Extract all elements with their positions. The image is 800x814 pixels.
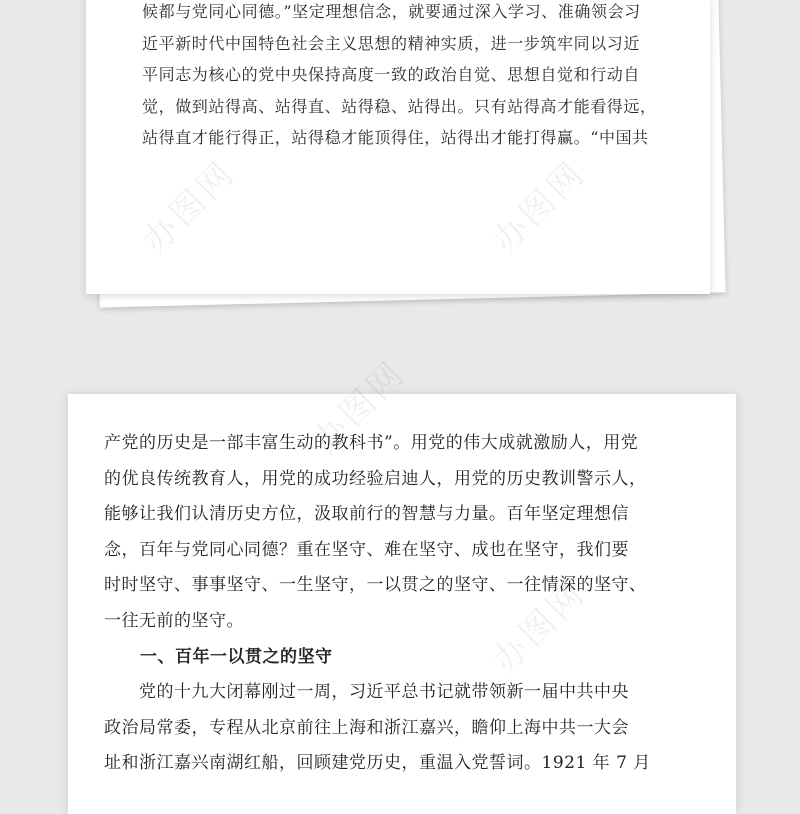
text-line: 址和浙江嘉兴南湖红船，回顾建党历史，重温入党誓词。1921 年 7 月 <box>104 753 651 774</box>
text-line: 的优良传统教育人，用党的成功经验启迪人，用党的历史教训警示人， <box>104 468 647 489</box>
bottom-page-text <box>104 426 700 782</box>
text-line: 产党的历史是一部丰富生动的教科书”。用党的伟大成就激励人，用党 <box>104 433 639 453</box>
text-line: 能够让我们认清历史方位，汲取前行的智慧与力量。百年坚定理想信 <box>104 504 629 525</box>
text-line: 近平新时代中国特色社会主义思想的精神实质，进一步筑牢同以习近 <box>142 33 641 53</box>
top-page-text <box>142 0 662 154</box>
section-heading: 一、百年一以贯之的坚守 <box>140 646 333 667</box>
text-line: 时时坚守、事事坚守、一生坚守，一以贯之的坚守、一往情深的坚守、 <box>104 575 647 596</box>
text-line: 党的十九大闭幕刚过一周，习近平总书记就带领新一届中共中央 <box>104 682 629 703</box>
text-line: 念，百年与党同心同德？重在坚守、难在坚守、成也在坚守，我们要 <box>104 539 629 560</box>
text-line: 政治局常委，专程从北京前往上海和浙江嘉兴，瞻仰上海中共一大会 <box>104 717 629 738</box>
text-line: 平同志为核心的党中央保持高度一致的政治自觉、思想自觉和行动自 <box>142 65 641 84</box>
text-line: 站得直才能行得正，站得稳才能顶得住，站得出才能打得赢。“中国共 <box>142 128 649 147</box>
text-line: 候都与党同心同德。”坚定理想信念，就要通过深入学习、准确领会习 <box>142 2 641 21</box>
text-line: 觉，做到站得高、站得直、站得稳、站得出。只有站得高才能看得远， <box>142 96 657 116</box>
text-line: 一往无前的坚守。 <box>104 610 244 631</box>
